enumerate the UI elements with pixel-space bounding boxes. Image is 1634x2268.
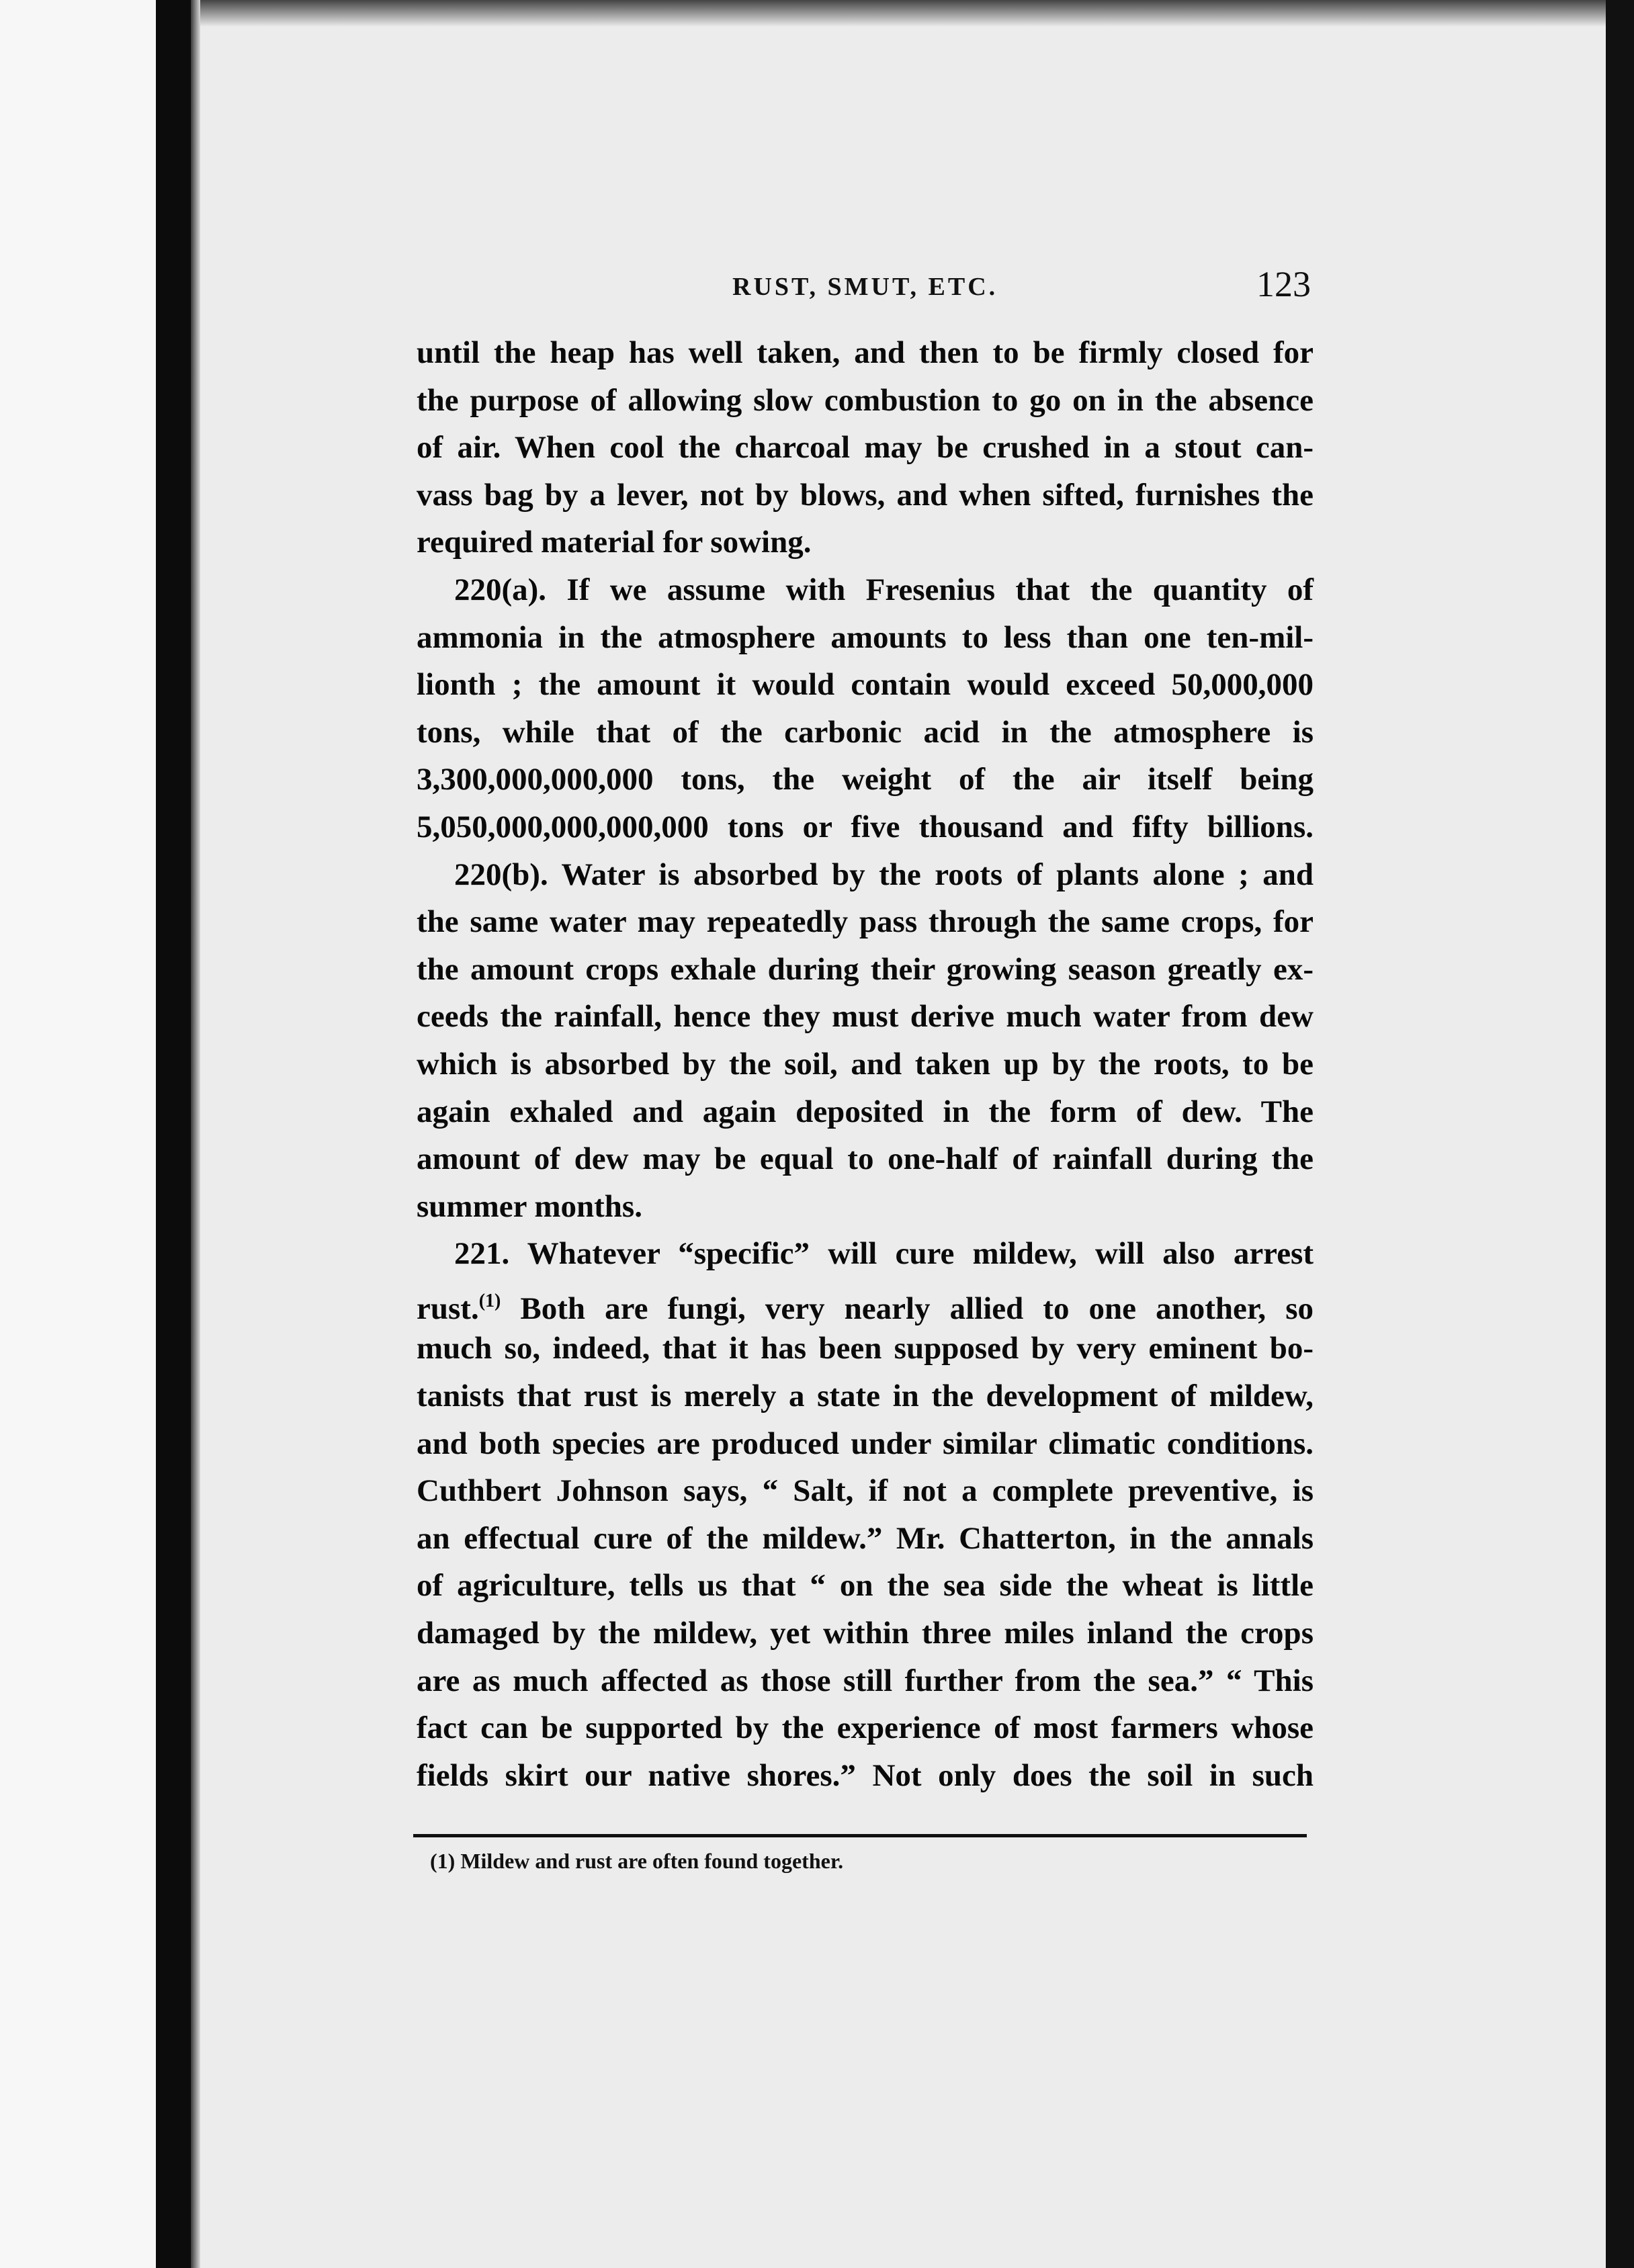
footnote: (1) Mildew and rust are often found together. <box>430 1849 844 1873</box>
scan-top-border <box>200 0 1634 27</box>
text-line: required material for sowing. <box>417 525 812 560</box>
footnote-rule <box>413 1834 1307 1837</box>
text-line: lionth ; the amount it would contain would exceed 50,000,000 <box>417 667 1314 703</box>
text-line: vass bag by a lever, not by blows, and when sifted, furnishes the <box>417 477 1314 513</box>
text-line: fact can be supported by the experience of most farmers whose <box>417 1710 1314 1746</box>
text-line: ammonia in the atmosphere amounts to less than one ten-mil- <box>417 619 1314 655</box>
text-line: the amount crops exhale during their growing season greatly ex- <box>417 951 1314 987</box>
footnote-marker: (1) <box>478 1290 501 1311</box>
scan-left-margin <box>0 0 156 2268</box>
paragraph-220b-start: 220(b). Water is absorbed by the roots of plants alone ; and <box>454 857 1314 892</box>
text-line: tanists that rust is merely a state in the development of mildew, <box>417 1379 1314 1414</box>
text-line: an effectual cure of the mildew.” Mr. Chatterton, in the annals <box>417 1520 1314 1556</box>
text-line: the purpose of allowing slow combustion to go on in the absence <box>417 382 1314 418</box>
gutter-shadow <box>191 0 200 2268</box>
text-line: which is absorbed by the soil, and taken up by the roots, to be <box>417 1046 1314 1082</box>
text-line: again exhaled and again deposited in the form of dew. The <box>417 1094 1314 1129</box>
footnote-ref-word: rust. <box>417 1291 479 1326</box>
text-line: tons, while that of the carbonic acid in the atmosphere is <box>417 714 1314 750</box>
text-line: of agriculture, tells us that “ on the sea side the wheat is little <box>417 1568 1314 1604</box>
text-line: the same water may repeatedly pass through the same crops, for <box>417 904 1314 940</box>
page-number: 123 <box>1256 264 1311 304</box>
paragraph-220a-start: 220(a). If we assume with Fresenius that the quantity of <box>454 572 1314 607</box>
text-line: until the heap has well taken, and then to be firmly closed for <box>417 335 1314 370</box>
text-line: 3,300,000,000,000 tons, the weight of the air itself being <box>417 762 1314 797</box>
text-line-with-footnote-ref <box>417 1278 1314 1325</box>
text-line: summer months. <box>417 1188 642 1224</box>
text-line: amount of dew may be equal to one-half of rainfall during the <box>417 1141 1314 1177</box>
text-line: are as much affected as those still further from the sea.” “ This <box>417 1663 1314 1698</box>
text-line: 5,050,000,000,000,000 tons or five thousand and fifty billions. <box>417 809 1314 844</box>
text-line: fields skirt our native shores.” Not only does the soil in such <box>417 1757 1314 1793</box>
paragraph-221-start: 221. Whatever “specific” will cure mildew, will also arrest <box>454 1236 1314 1272</box>
running-head: RUST, SMUT, ETC. <box>732 273 998 301</box>
text-line: and both species are produced under similar climatic conditions. <box>417 1426 1314 1461</box>
scan-right-border <box>1606 0 1634 2268</box>
text-line: much so, indeed, that it has been supposed by very eminent bo- <box>417 1331 1314 1366</box>
body-text <box>417 329 1314 1799</box>
text-line: damaged by the mildew, yet within three miles inland the crops <box>417 1616 1314 1651</box>
text-line: of air. When cool the charcoal may be crushed in a stout can- <box>417 430 1314 466</box>
book-gutter <box>156 0 191 2268</box>
footnote-ref-line-rest: Both are fungi, very nearly allied to one another, so <box>501 1291 1314 1326</box>
text-line: ceeds the rainfall, hence they must derive much water from dew <box>417 999 1314 1035</box>
text-line: Cuthbert Johnson says, “ Salt, if not a complete preventive, is <box>417 1473 1314 1509</box>
